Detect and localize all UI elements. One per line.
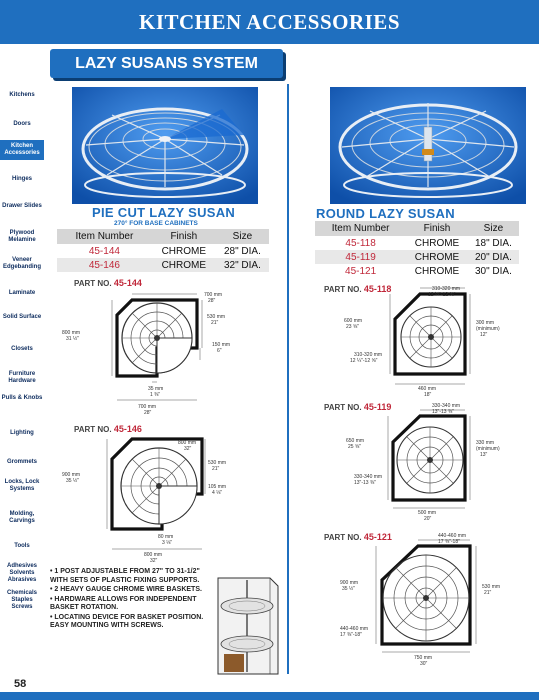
col-header-size: Size <box>468 221 519 236</box>
sidebar-item-locks[interactable]: Locks, Lock Systems <box>4 479 40 492</box>
left-spec-table <box>57 229 269 272</box>
sidebar-item-tools[interactable]: Tools <box>14 543 30 549</box>
col-header-item: Item Number <box>57 229 152 244</box>
dim-top-in: 28" <box>208 298 216 304</box>
dim-bottom-in: 30" <box>420 661 428 667</box>
finish: CHROME <box>161 245 207 257</box>
dim-right-in2: 12" <box>480 332 488 338</box>
col-header-size: Size <box>216 229 269 244</box>
dim-notch-v: 105 mm <box>208 484 227 490</box>
dim-top: 330-340 mm <box>432 403 461 409</box>
dim-right-in: 21" <box>211 320 219 326</box>
sidebar-item-kitchen-accessories[interactable]: Kitchen Accessories <box>0 140 44 160</box>
dim-bottom-in: 28" <box>144 410 152 416</box>
top-banner <box>0 0 539 44</box>
diagram-45-119 <box>300 402 530 520</box>
item-number: 45-144 <box>88 245 120 257</box>
col-header-finish: Finish <box>152 229 216 244</box>
dim-top: 310-320 mm <box>432 286 461 292</box>
right-product-title: ROUND LAZY SUSAN <box>316 206 455 221</box>
size: 20" DIA. <box>468 250 519 264</box>
part-label-45-146 <box>74 424 142 434</box>
dim-notch-v-in: 6" <box>217 348 222 354</box>
sidebar-item-veneer-edgebanding[interactable]: Veneer Edgebanding <box>3 257 41 270</box>
feature-text: 1 POST ADJUSTABLE FROM 27" TO 31-1/2" WITH SETS OF PLASTIC FIXING SUPPORTS. <box>50 568 200 584</box>
sidebar-item-closets[interactable]: Closets <box>11 346 33 352</box>
dim-left: 600 mm <box>344 318 363 324</box>
dim-left-in: 31 ½" <box>66 336 79 342</box>
dim-side-in: 12 ¼"-12 ⅝" <box>350 358 378 364</box>
diagram-45-146 <box>62 434 282 562</box>
section-title: LAZY SUSANS SYSTEM <box>50 49 283 78</box>
dim-side-in: 13"-13 ⅜" <box>354 480 376 486</box>
dim-top-in: 17 ⅜"-18" <box>438 539 460 545</box>
left-product-subtitle: 270° FOR BASE CABINETS <box>114 220 198 227</box>
dim-right-in: (minimum) <box>476 326 500 332</box>
sidebar-item-hinges[interactable]: Hinges <box>11 176 32 182</box>
dim-left: 900 mm <box>340 580 359 586</box>
table-row <box>315 250 519 264</box>
column-divider <box>287 84 289 674</box>
feature-list <box>50 568 215 632</box>
dim-right: 530 mm <box>208 460 227 466</box>
sidebar-item-doors[interactable]: Doors <box>13 121 31 127</box>
dim-top: 700 mm <box>204 292 223 298</box>
feature-text: 2 HEAVY GAUGE CHROME WIRE BASKETS. <box>54 586 202 593</box>
part-no-label: PART NO. <box>74 425 112 434</box>
table-row <box>315 236 519 250</box>
dim-bottom: 800 mm <box>144 552 163 558</box>
dim-left-in: 25 ⅝" <box>348 444 361 450</box>
part-number: 45-146 <box>113 424 142 434</box>
part-number: 45-121 <box>363 532 392 542</box>
dim-side: 310-320 mm <box>354 352 383 358</box>
dim-left-in: 23 ⅝" <box>346 324 359 330</box>
part-no-label: PART NO. <box>74 279 112 288</box>
table-row <box>57 244 269 258</box>
left-product-title: PIE CUT LAZY SUSAN <box>92 205 236 220</box>
sidebar-item-plywood-melamine[interactable]: Plywood Melamine <box>8 230 36 243</box>
size: 18" DIA. <box>474 237 512 249</box>
round-lazy-susan-photo <box>330 87 526 204</box>
finish: CHROME <box>152 258 216 272</box>
finish: CHROME <box>414 237 460 249</box>
dim-top-in: 13"-13 ⅜" <box>432 409 454 415</box>
dim-left: 800 mm <box>62 330 81 336</box>
finish: CHROME <box>406 250 468 264</box>
item-number: 45-118 <box>345 237 376 249</box>
cabinet-illustration <box>210 572 282 678</box>
dim-bottom-in: 20" <box>424 516 432 520</box>
dim-side: 440-460 mm <box>340 626 369 632</box>
sidebar-item-adhesives[interactable]: Adhesives Solvents Abrasives <box>6 563 37 583</box>
sidebar-item-kitchens[interactable]: Kitchens <box>9 92 35 98</box>
table-row <box>57 258 269 272</box>
pie-cut-lazy-susan-photo <box>72 87 258 204</box>
table-row <box>315 264 519 278</box>
size: 30" DIA. <box>474 265 512 277</box>
dim-right: 300 mm <box>476 320 495 326</box>
part-label-45-144 <box>74 278 142 288</box>
dim-right-in: (minimum) <box>476 446 500 452</box>
dim-right: 330 mm <box>476 440 495 446</box>
category-sidebar <box>0 84 44 644</box>
list-item: • 2 HEAVY GAUGE CHROME WIRE BASKETS. <box>50 586 202 593</box>
dim-right-in2: 13" <box>480 452 488 458</box>
list-item: • LOCATING DEVICE FOR BASKET POSITION. EASY MOUNTING WITH SCREWS. <box>50 613 204 629</box>
diagram-45-144 <box>62 288 282 416</box>
dim-top-in: 32" <box>184 446 192 452</box>
right-spec-table <box>315 221 519 278</box>
dim-right-in: 21" <box>212 466 220 472</box>
dim-top: 440-460 mm <box>438 533 467 539</box>
item-number: 45-119 <box>315 250 406 264</box>
dim-bottom-in: 18" <box>424 392 432 396</box>
dim-right: 530 mm <box>207 314 226 320</box>
sidebar-item-pulls-knobs[interactable]: Pulls & Knobs <box>1 395 43 401</box>
part-no-label: PART NO. <box>324 403 362 412</box>
sidebar-item-solid-surface[interactable]: Solid Surface <box>2 314 42 320</box>
dim-top-in: 12 ¼"-12 ⅝" <box>428 292 456 298</box>
dim-notch-v-in: 4 ⅛" <box>212 490 223 496</box>
sidebar-item-laminate[interactable]: Laminate <box>8 290 36 296</box>
part-number: 45-119 <box>363 402 392 412</box>
dim-bottom: 700 mm <box>138 404 157 410</box>
item-number: 45-146 <box>57 258 152 272</box>
part-no-label: PART NO. <box>324 533 362 542</box>
dim-notch-h-in: 3 ⅛" <box>162 540 173 546</box>
dim-bottom: 460 mm <box>418 386 437 392</box>
sidebar-item-molding[interactable]: Molding, Carvings <box>9 511 35 524</box>
dim-bottom: 750 mm <box>414 655 433 661</box>
list-item: • 1 POST ADJUSTABLE FROM 27" TO 31-1/2" WITH SETS OF PLASTIC FIXING SUPPORTS. <box>50 568 200 584</box>
dim-left: 650 mm <box>346 438 365 444</box>
dim-notch-h: 35 mm <box>148 386 164 392</box>
bottom-bar <box>0 692 539 700</box>
dim-side-in: 17 ⅜"-18" <box>340 632 362 638</box>
page-number: 58 <box>14 678 27 690</box>
page-title: KITCHEN ACCESSORIES <box>139 10 400 34</box>
dim-bottom-in: 32" <box>150 558 158 562</box>
size: 32" DIA. <box>216 258 269 272</box>
sidebar-item-lighting[interactable]: Lighting <box>10 430 34 436</box>
feature-text: HARDWARE ALLOWS FOR INDEPENDENT BASKET ROTATION. <box>50 595 197 611</box>
size: 28" DIA. <box>223 245 261 257</box>
dim-left-in: 35 ½" <box>66 478 79 484</box>
dim-top: 800 mm <box>178 440 197 446</box>
dim-side: 330-340 mm <box>354 474 383 480</box>
part-no-label: PART NO. <box>324 285 362 294</box>
sidebar-item-grommets[interactable]: Grommets <box>6 459 37 465</box>
finish: CHROME <box>414 265 460 277</box>
dim-left-in: 35 ½" <box>342 586 355 592</box>
col-header-finish: Finish <box>406 221 468 236</box>
sidebar-item-furniture-hardware[interactable]: Furniture Hardware <box>8 371 36 384</box>
dim-notch-v: 150 mm <box>212 342 231 348</box>
sidebar-item-chemicals[interactable]: Chemicals Staples Screws <box>6 590 37 610</box>
feature-text: LOCATING DEVICE FOR BASKET POSITION. EASY MOUNTING WITH SCREWS. <box>50 613 204 629</box>
part-number: 45-118 <box>363 284 392 294</box>
diagram-45-118 <box>300 284 530 396</box>
item-number: 45-121 <box>345 265 377 277</box>
list-item: • HARDWARE ALLOWS FOR INDEPENDENT BASKET ROTATION. <box>50 595 197 611</box>
dim-right-in: 21" <box>484 590 492 596</box>
sidebar-item-drawer-slides[interactable]: Drawer Slides <box>2 203 42 209</box>
dim-notch-h: 80 mm <box>158 534 174 540</box>
dim-notch-h-in: 1 ⅜" <box>150 392 161 398</box>
dim-left: 900 mm <box>62 472 81 478</box>
part-number: 45-144 <box>113 278 142 288</box>
diagram-45-121 <box>300 532 530 668</box>
col-header-item: Item Number <box>315 221 406 236</box>
dim-bottom: 500 mm <box>418 510 437 516</box>
dim-right: 530 mm <box>482 584 501 590</box>
